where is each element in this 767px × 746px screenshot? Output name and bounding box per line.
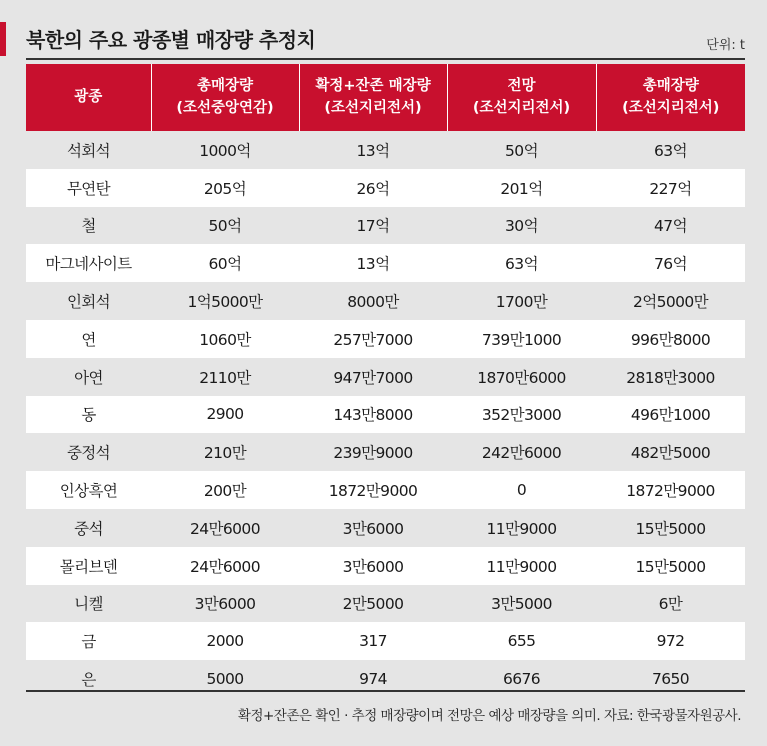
reserve-value-cell: 3만6000	[151, 585, 299, 623]
reserve-value-cell: 1872만9000	[299, 471, 447, 509]
reserve-value-cell: 26억	[299, 169, 447, 207]
reserve-value-cell: 317	[299, 622, 447, 660]
reserve-value-cell: 11만9000	[447, 547, 596, 585]
table-row	[26, 131, 745, 169]
reserve-value-cell: 50억	[151, 207, 299, 245]
table-header	[26, 64, 745, 131]
bottom-divider	[26, 690, 745, 692]
reserve-value-cell: 63억	[447, 244, 596, 282]
reserve-value-cell: 24만6000	[151, 509, 299, 547]
table-body	[26, 131, 745, 698]
reserve-value-cell: 50억	[447, 131, 596, 169]
reserves-table	[26, 64, 745, 698]
column-header-source: (조선지리전서)	[472, 99, 571, 116]
table-row	[26, 282, 745, 320]
reserve-value-cell: 1872만9000	[596, 471, 745, 509]
reserve-value-cell: 11만9000	[447, 509, 596, 547]
reserve-value-cell: 6676	[447, 660, 596, 698]
reserve-value-cell: 974	[299, 660, 447, 698]
table-row	[26, 660, 745, 698]
reserve-value-cell: 200만	[151, 471, 299, 509]
reserve-value-cell: 1700만	[447, 282, 596, 320]
column-header-source: (조선지리전서)	[324, 99, 422, 116]
mineral-name-cell: 중정석	[26, 433, 151, 471]
reserve-value-cell: 1억5000만	[151, 282, 299, 320]
reserve-value-cell: 3만5000	[447, 585, 596, 623]
footnote: 확정+잔존은 확인 · 추정 매장량이며 전망은 예상 매장량을 의미. 자료: 한국광물자원공사.	[237, 708, 741, 724]
reserve-value-cell: 30억	[447, 207, 596, 245]
mineral-name-cell: 인상흑연	[26, 471, 151, 509]
reserve-value-cell: 3만6000	[299, 509, 447, 547]
reserve-value-cell: 60억	[151, 244, 299, 282]
reserve-value-cell: 8000만	[299, 282, 447, 320]
table-row	[26, 358, 745, 396]
mineral-name-cell: 금	[26, 622, 151, 660]
reserve-value-cell: 2110만	[151, 358, 299, 396]
table-row	[26, 622, 745, 660]
mineral-name-cell: 몰리브덴	[26, 547, 151, 585]
reserve-value-cell: 1870만6000	[447, 358, 596, 396]
table-row	[26, 169, 745, 207]
reserve-value-cell: 15만5000	[596, 547, 745, 585]
reserve-value-cell: 996만8000	[596, 320, 745, 358]
reserve-value-cell: 3만6000	[299, 547, 447, 585]
reserve-value-cell: 947만7000	[299, 358, 447, 396]
table-row	[26, 207, 745, 245]
reserve-value-cell: 496만1000	[596, 396, 745, 434]
reserve-value-cell: 7650	[596, 660, 745, 698]
mineral-name-cell: 석회석	[26, 131, 151, 169]
reserve-value-cell: 201억	[447, 169, 596, 207]
column-header-title: 총매장량	[196, 78, 254, 95]
reserve-value-cell: 1060만	[151, 320, 299, 358]
top-divider	[26, 58, 745, 60]
reserve-value-cell: 482만5000	[596, 433, 745, 471]
reserve-value-cell: 972	[596, 622, 745, 660]
reserve-value-cell: 227억	[596, 169, 745, 207]
reserve-value-cell: 739만1000	[447, 320, 596, 358]
column-header-title: 확정+잔존 매장량	[315, 78, 431, 95]
reserve-value-cell: 0	[447, 471, 596, 509]
table-row	[26, 509, 745, 547]
reserve-value-cell: 13억	[299, 244, 447, 282]
table-row	[26, 396, 745, 434]
reserve-value-cell: 210만	[151, 433, 299, 471]
reserve-value-cell: 47억	[596, 207, 745, 245]
reserve-value-cell: 352만3000	[447, 396, 596, 434]
reserve-value-cell: 76억	[596, 244, 745, 282]
table-row	[26, 244, 745, 282]
table-row	[26, 320, 745, 358]
mineral-name-cell: 무연탄	[26, 169, 151, 207]
reserve-value-cell: 1000억	[151, 131, 299, 169]
table-row	[26, 547, 745, 585]
reserve-value-cell: 5000	[151, 660, 299, 698]
reserve-value-cell: 2000	[151, 622, 299, 660]
reserve-value-cell: 15만5000	[596, 509, 745, 547]
reserve-value-cell: 17억	[299, 207, 447, 245]
reserve-value-cell: 13억	[299, 131, 447, 169]
reserve-value-cell: 6만	[596, 585, 745, 623]
page-title: 북한의 주요 광종별 매장량 추정치	[26, 28, 316, 52]
reserve-value-cell: 2억5000만	[596, 282, 745, 320]
column-header	[299, 64, 447, 131]
mineral-name-cell: 동	[26, 396, 151, 434]
reserve-value-cell: 2만5000	[299, 585, 447, 623]
reserve-value-cell: 143만8000	[299, 396, 447, 434]
reserve-value-cell: 63억	[596, 131, 745, 169]
column-header-title: 광종	[74, 88, 103, 105]
column-header	[26, 64, 151, 131]
column-header-source: (조선지리전서)	[622, 99, 720, 116]
reserve-value-cell: 2900	[151, 396, 299, 434]
table-row	[26, 433, 745, 471]
mineral-name-cell: 마그네사이트	[26, 244, 151, 282]
mineral-name-cell: 중석	[26, 509, 151, 547]
unit-label: 단위: t	[706, 38, 745, 53]
header-row	[26, 64, 745, 131]
mineral-name-cell: 연	[26, 320, 151, 358]
column-header-title: 전망	[507, 78, 536, 95]
reserve-value-cell: 239만9000	[299, 433, 447, 471]
mineral-name-cell: 니켈	[26, 585, 151, 623]
table-row	[26, 585, 745, 623]
column-header-source: (조선중앙연감)	[176, 99, 274, 116]
mineral-name-cell: 은	[26, 660, 151, 698]
mineral-name-cell: 인회석	[26, 282, 151, 320]
reserve-value-cell: 2818만3000	[596, 358, 745, 396]
reserve-value-cell: 205억	[151, 169, 299, 207]
reserve-value-cell: 655	[447, 622, 596, 660]
mineral-name-cell: 철	[26, 207, 151, 245]
reserve-value-cell: 24만6000	[151, 547, 299, 585]
table-row	[26, 471, 745, 509]
reserve-value-cell: 257만7000	[299, 320, 447, 358]
column-header	[596, 64, 745, 131]
column-header	[151, 64, 299, 131]
reserve-value-cell: 242만6000	[447, 433, 596, 471]
column-header	[447, 64, 596, 131]
title-accent-bar	[0, 22, 6, 56]
column-header-title: 총매장량	[642, 78, 699, 95]
mineral-name-cell: 아연	[26, 358, 151, 396]
